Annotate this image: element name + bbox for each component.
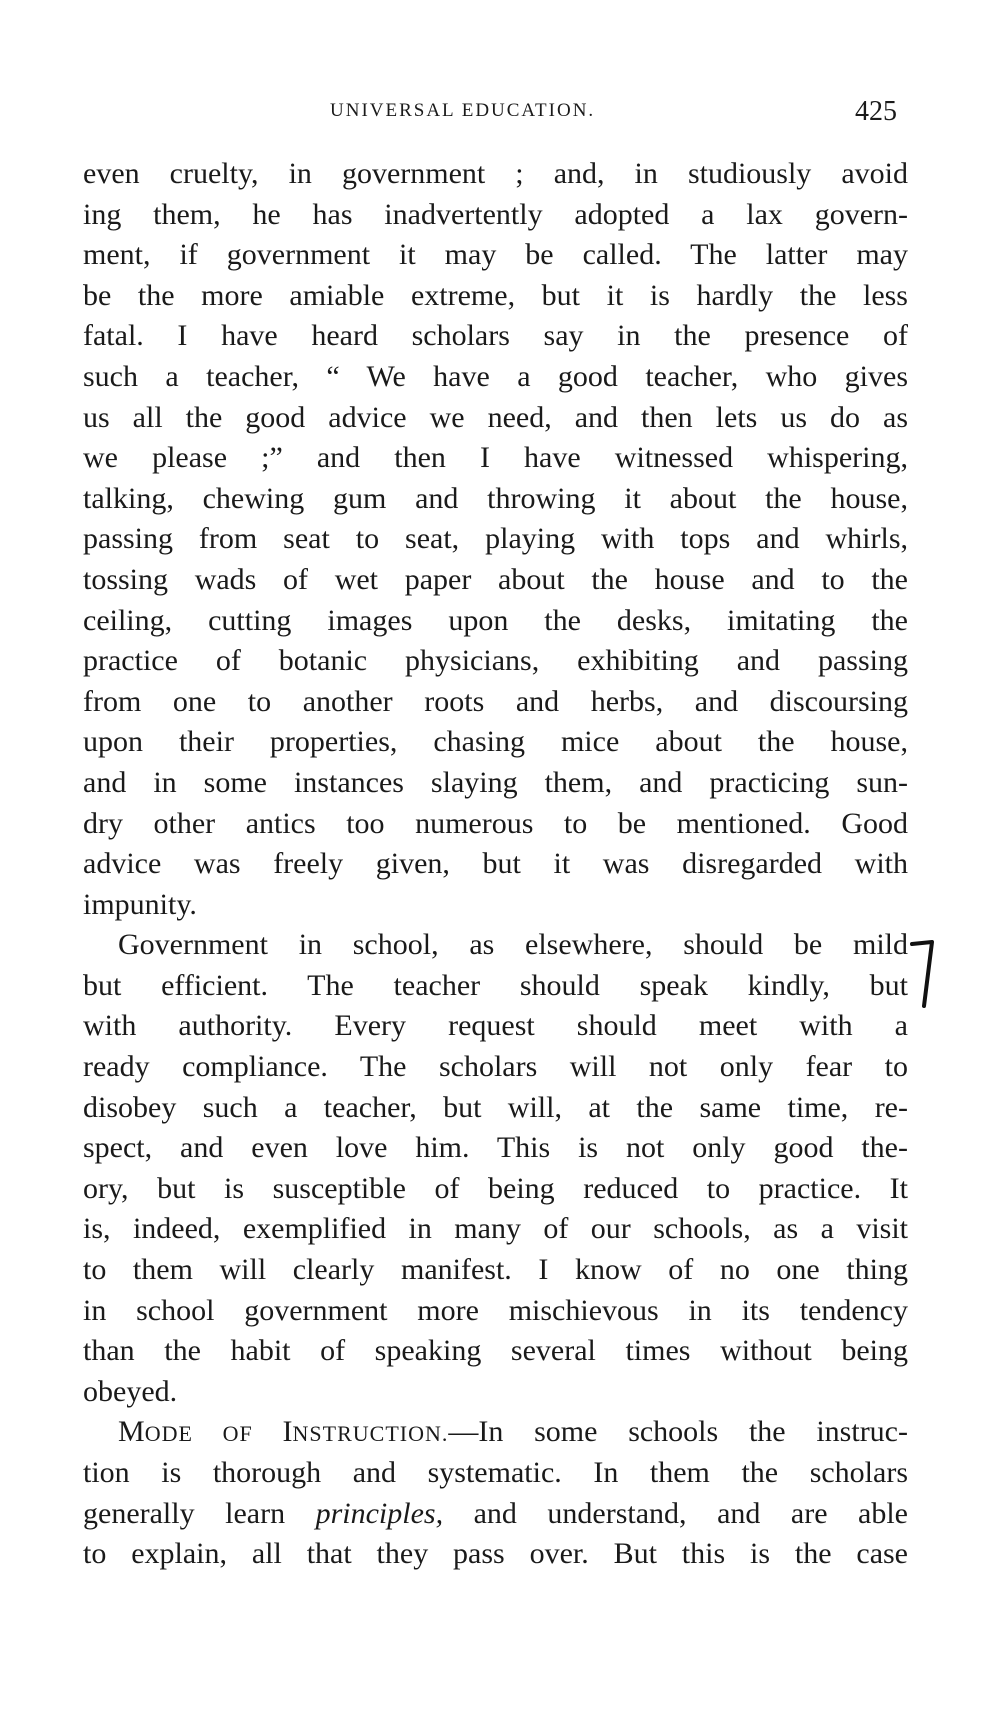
text-line: upon their properties, chasing mice about the house, bbox=[83, 725, 908, 759]
text-run: generally learn bbox=[83, 1496, 316, 1530]
text-line: passing from seat to seat, playing with tops and whirls, bbox=[83, 522, 908, 556]
text-line: obeyed. bbox=[83, 1374, 178, 1408]
running-head: UNIVERSAL EDUCATION. bbox=[330, 100, 596, 121]
heading-smallcaps: ODE OF bbox=[144, 1421, 283, 1447]
page-number: 425 bbox=[855, 96, 897, 127]
text-line: talking, chewing gum and throwing it about the house, bbox=[83, 481, 908, 515]
text-line: with authority. Every request should meet with a bbox=[83, 1009, 908, 1043]
text-line: practice of botanic physicians, exhibiting and passing bbox=[83, 644, 908, 678]
paragraph-3 bbox=[83, 1412, 908, 1574]
text-line: from one to another roots and herbs, and discoursing bbox=[83, 684, 908, 718]
text-line: ceiling, cutting images upon the desks, imitating the bbox=[83, 603, 908, 637]
text-line: spect, and even love him. This is not only good the- bbox=[83, 1131, 908, 1165]
text-line: tossing wads of wet paper about the house and to the bbox=[83, 562, 908, 596]
heading-smallcaps: NSTRUCTION. bbox=[292, 1421, 449, 1447]
section-heading-line bbox=[83, 1412, 908, 1453]
text-line: Government in school, as elsewhere, should be mild bbox=[118, 928, 908, 962]
text-line: we please ;” and then I have witnessed whispering, bbox=[83, 441, 908, 475]
text-line: fatal. I have heard scholars say in the presence of bbox=[83, 319, 908, 353]
heading-initial: I bbox=[282, 1415, 293, 1449]
paragraph-2 bbox=[83, 925, 908, 1412]
text-line: disobey such a teacher, but will, at the same time, re- bbox=[83, 1090, 908, 1124]
text-line: advice was freely given, but it was disregarded with bbox=[83, 847, 908, 881]
margin-bracket-icon bbox=[910, 940, 936, 1010]
text-line: dry other antics too numerous to be mentioned. Good bbox=[83, 806, 908, 840]
body-text bbox=[83, 154, 908, 1575]
text-line: ing them, he has inadvertently adopted a lax govern- bbox=[83, 197, 908, 231]
text-run: and understand, and are able bbox=[443, 1496, 908, 1530]
text-line: to explain, all that they pass over. But this is the case bbox=[83, 1537, 908, 1571]
italic-word: principles, bbox=[315, 1496, 444, 1530]
paragraph-1 bbox=[83, 154, 908, 925]
text-line: ready compliance. The scholars will not only fear to bbox=[83, 1050, 908, 1084]
text-line: tion is thorough and systematic. In them the scholars bbox=[83, 1456, 908, 1489]
text-run: —In some schools the instruc- bbox=[448, 1415, 908, 1449]
text-line: is, indeed, exemplified in many of our schools, as a visit bbox=[83, 1212, 908, 1246]
text-line: ory, but is susceptible of being reduced to practice. It bbox=[83, 1171, 908, 1205]
text-line: even cruelty, in government ; and, in studiously avoid bbox=[83, 157, 908, 190]
text-line: us all the good advice we need, and then lets us do as bbox=[83, 400, 908, 434]
text-line: than the habit of speaking several times without being bbox=[83, 1334, 908, 1368]
text-line: ment, if government it may be called. The latter may bbox=[83, 238, 908, 272]
heading-initial: M bbox=[118, 1415, 145, 1449]
text-line: impunity. bbox=[83, 887, 197, 921]
text-line: to them will clearly manifest. I know of no one thing bbox=[83, 1253, 908, 1287]
text-line bbox=[83, 1494, 908, 1535]
text-line: in school government more mischievous in its tendency bbox=[83, 1293, 908, 1327]
text-line: and in some instances slaying them, and practicing sun- bbox=[83, 765, 908, 799]
text-line: but efficient. The teacher should speak kindly, but bbox=[83, 968, 908, 1002]
text-line: such a teacher, “ We have a good teacher, who gives bbox=[83, 359, 908, 393]
text-line: be the more amiable extreme, but it is hardly the less bbox=[83, 278, 908, 312]
